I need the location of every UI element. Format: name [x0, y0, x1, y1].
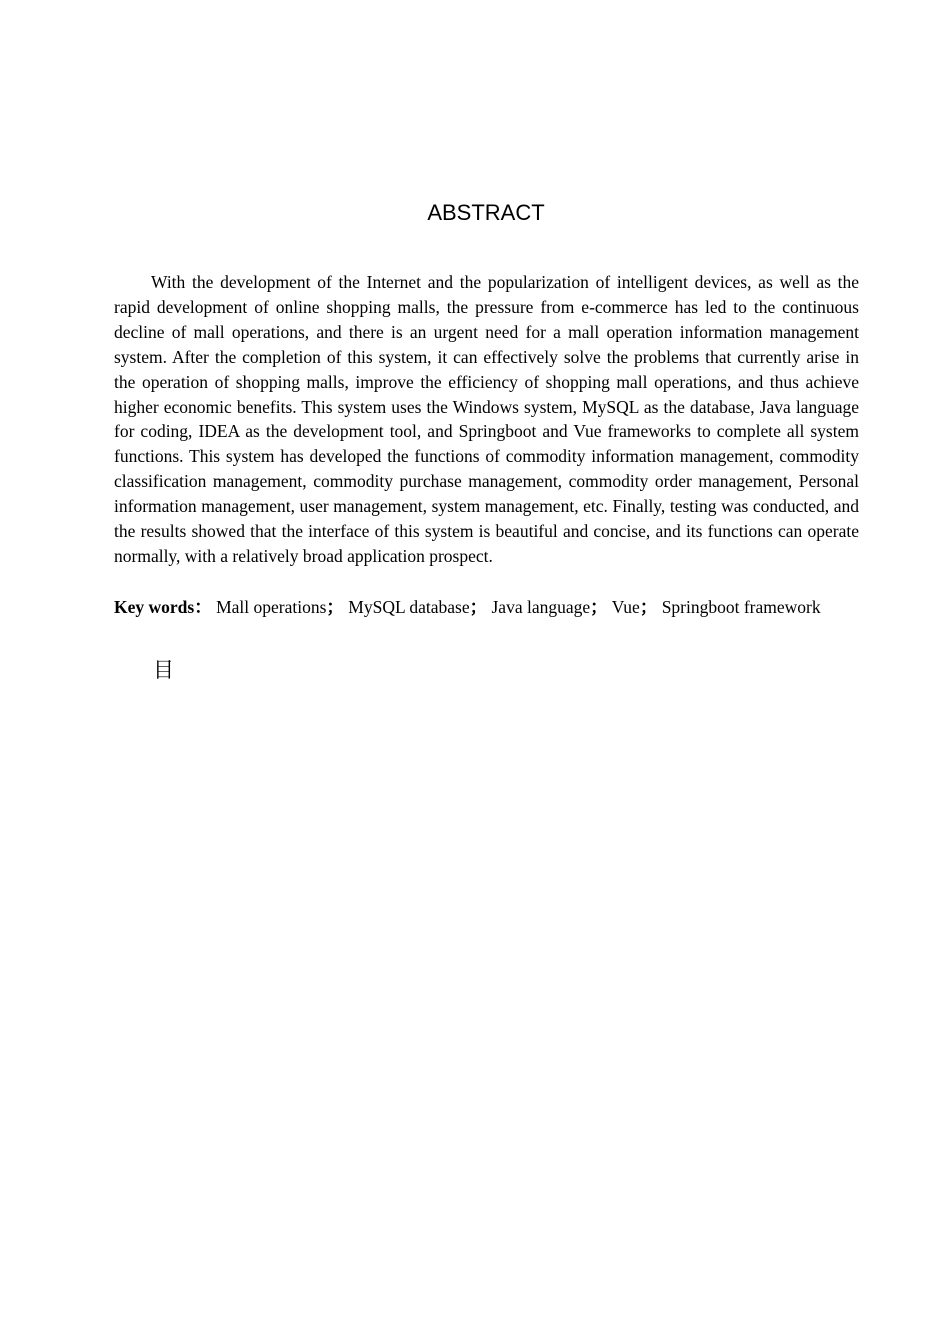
- toc-heading: 目: [153, 658, 174, 682]
- keyword: Vue: [611, 597, 640, 617]
- keyword-separator: ；: [469, 597, 488, 617]
- abstract-title: ABSTRACT: [427, 200, 545, 225]
- keyword-separator: ；: [590, 597, 608, 617]
- keywords-label: Key words：: [114, 597, 212, 617]
- keyword: Springboot framework: [661, 597, 821, 617]
- keyword: MySQL database: [348, 597, 470, 617]
- keyword-separator: ；: [326, 597, 344, 617]
- keyword: Mall operations: [216, 597, 327, 617]
- keywords-line: [114, 595, 859, 620]
- keyword: Java language: [491, 597, 591, 617]
- abstract-body: With the development of the Internet and the popularization of intelligent devices, as well as the rapid development of online shopping malls, the pressure from e-commerce has led to the continuous decline of mall operations, and there is an urgent need for a mall operation information management system. After the completion of this system, it can effectively solve the problems that currently arise in the operation of shopping malls, improve the efficiency of shopping mall operations, and thus achieve higher economic benefits. This system uses the Windows system, MySQL as the database, Java language for coding, IDEA as the development tool, and Springboot and Vue frameworks to complete all system functions. This system has developed the functions of commodity information management, commodity classification management, commodity purchase management, commodity order management, Personal information management, user management, system management, etc. Finally, testing was conducted, and the results showed that the interface of this system is beautiful and concise, and its functions can operate normally, with a relatively broad application prospect.: [114, 272, 859, 566]
- keyword-separator: ；: [639, 597, 658, 617]
